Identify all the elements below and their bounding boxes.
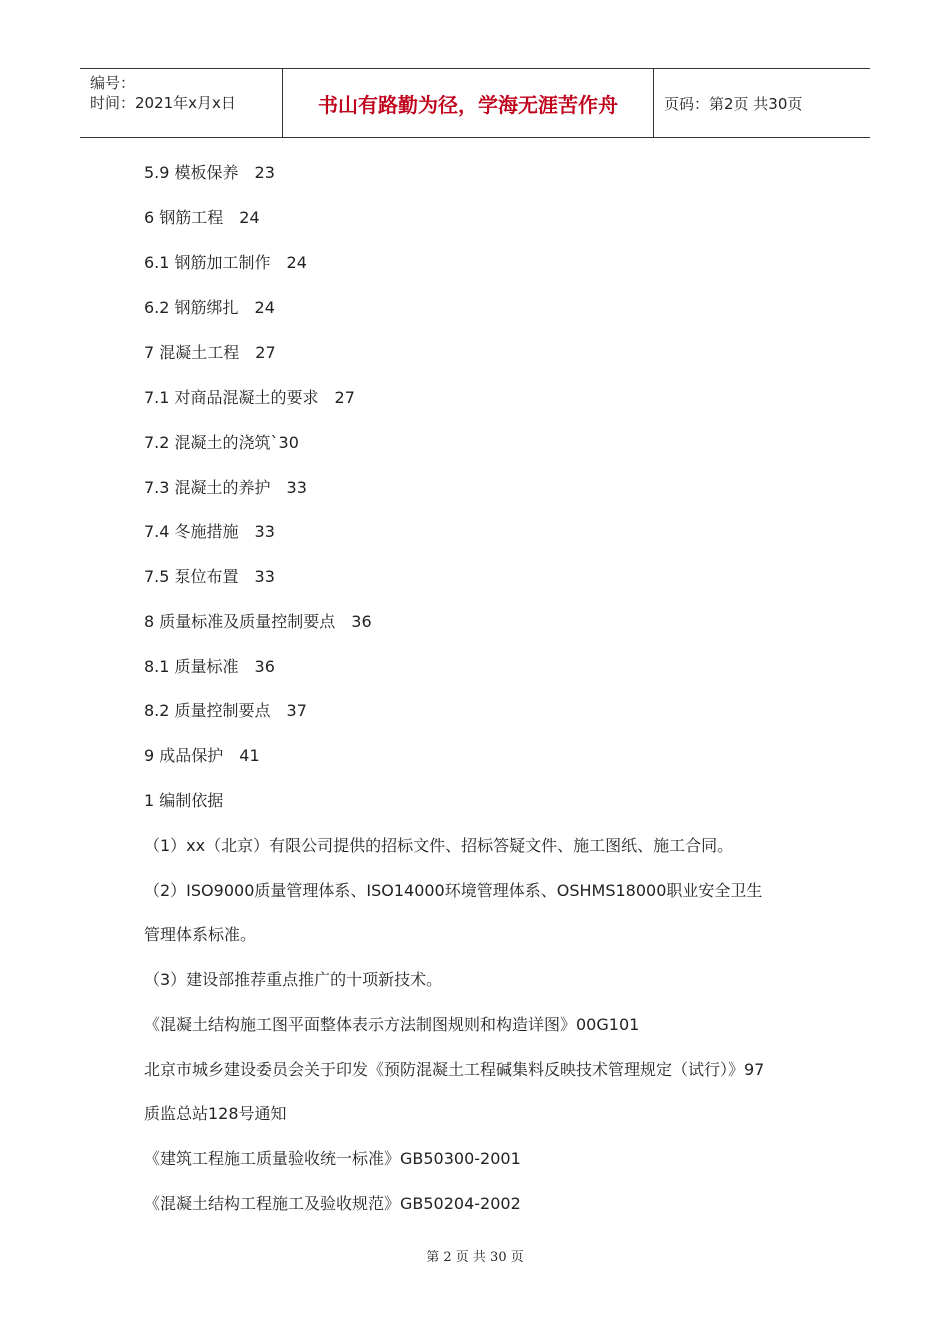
section-heading: 1 编制依据: [144, 791, 224, 810]
header-page-info: 页码：第2页 共30页: [664, 94, 803, 113]
toc-entry: 5.9 模板保养 23: [144, 163, 275, 182]
body-paragraph: 管理体系标准。: [144, 925, 257, 944]
page-header: [80, 68, 870, 138]
toc-entry: 7.4 冬施措施 33: [144, 522, 275, 541]
toc-entry: 7.5 泵位布置 33: [144, 567, 275, 586]
toc-entry: 6.2 钢筋绑扎 24: [144, 298, 275, 317]
toc-entry: 7.1 对商品混凝土的要求 27: [144, 388, 355, 407]
header-meta: [80, 69, 282, 137]
reference-item: 北京市城乡建设委员会关于印发《预防混凝土工程碱集料反映技术管理规定（试行）》97: [144, 1060, 765, 1079]
toc-entry: 8 质量标准及质量控制要点 36: [144, 612, 372, 631]
toc-entry: 9 成品保护 41: [144, 746, 260, 765]
document-number: 编号：: [90, 74, 136, 92]
body-paragraph: （1）xx（北京）有限公司提供的招标文件、招标答疑文件、施工图纸、施工合同。: [144, 836, 734, 855]
reference-item: 《混凝土结构工程施工及验收规范》GB50204-2002: [144, 1194, 521, 1213]
body-paragraph: （3）建设部推荐重点推广的十项新技术。: [144, 970, 443, 989]
page-footer: 第 2 页 共 30 页: [426, 1250, 524, 1265]
reference-item: 《混凝土结构施工图平面整体表示方法制图规则和构造详图》00G101: [144, 1015, 640, 1034]
toc-entry: 6.1 钢筋加工制作 24: [144, 253, 307, 272]
toc-entry: 8.2 质量控制要点 37: [144, 701, 307, 720]
reference-item: 《建筑工程施工质量验收统一标准》GB50300-2001: [144, 1149, 521, 1168]
header-motto-cell: [282, 69, 654, 137]
reference-item: 质监总站128号通知: [144, 1104, 287, 1123]
body-paragraph: （2）ISO9000质量管理体系、ISO14000环境管理体系、OSHMS18000职业安全卫生: [144, 881, 763, 900]
header-motto: 书山有路勤为径，学海无涯苦作舟: [318, 92, 618, 117]
toc-entry: 7.3 混凝土的养护 33: [144, 478, 307, 497]
toc-entry: 7.2 混凝土的浇筑`30: [144, 433, 299, 452]
toc-entry: 6 钢筋工程 24: [144, 208, 260, 227]
toc-entry: 7 混凝土工程 27: [144, 343, 276, 362]
document-date: 时间：2021年x月x日: [90, 94, 236, 112]
toc-entry: 8.1 质量标准 36: [144, 657, 275, 676]
